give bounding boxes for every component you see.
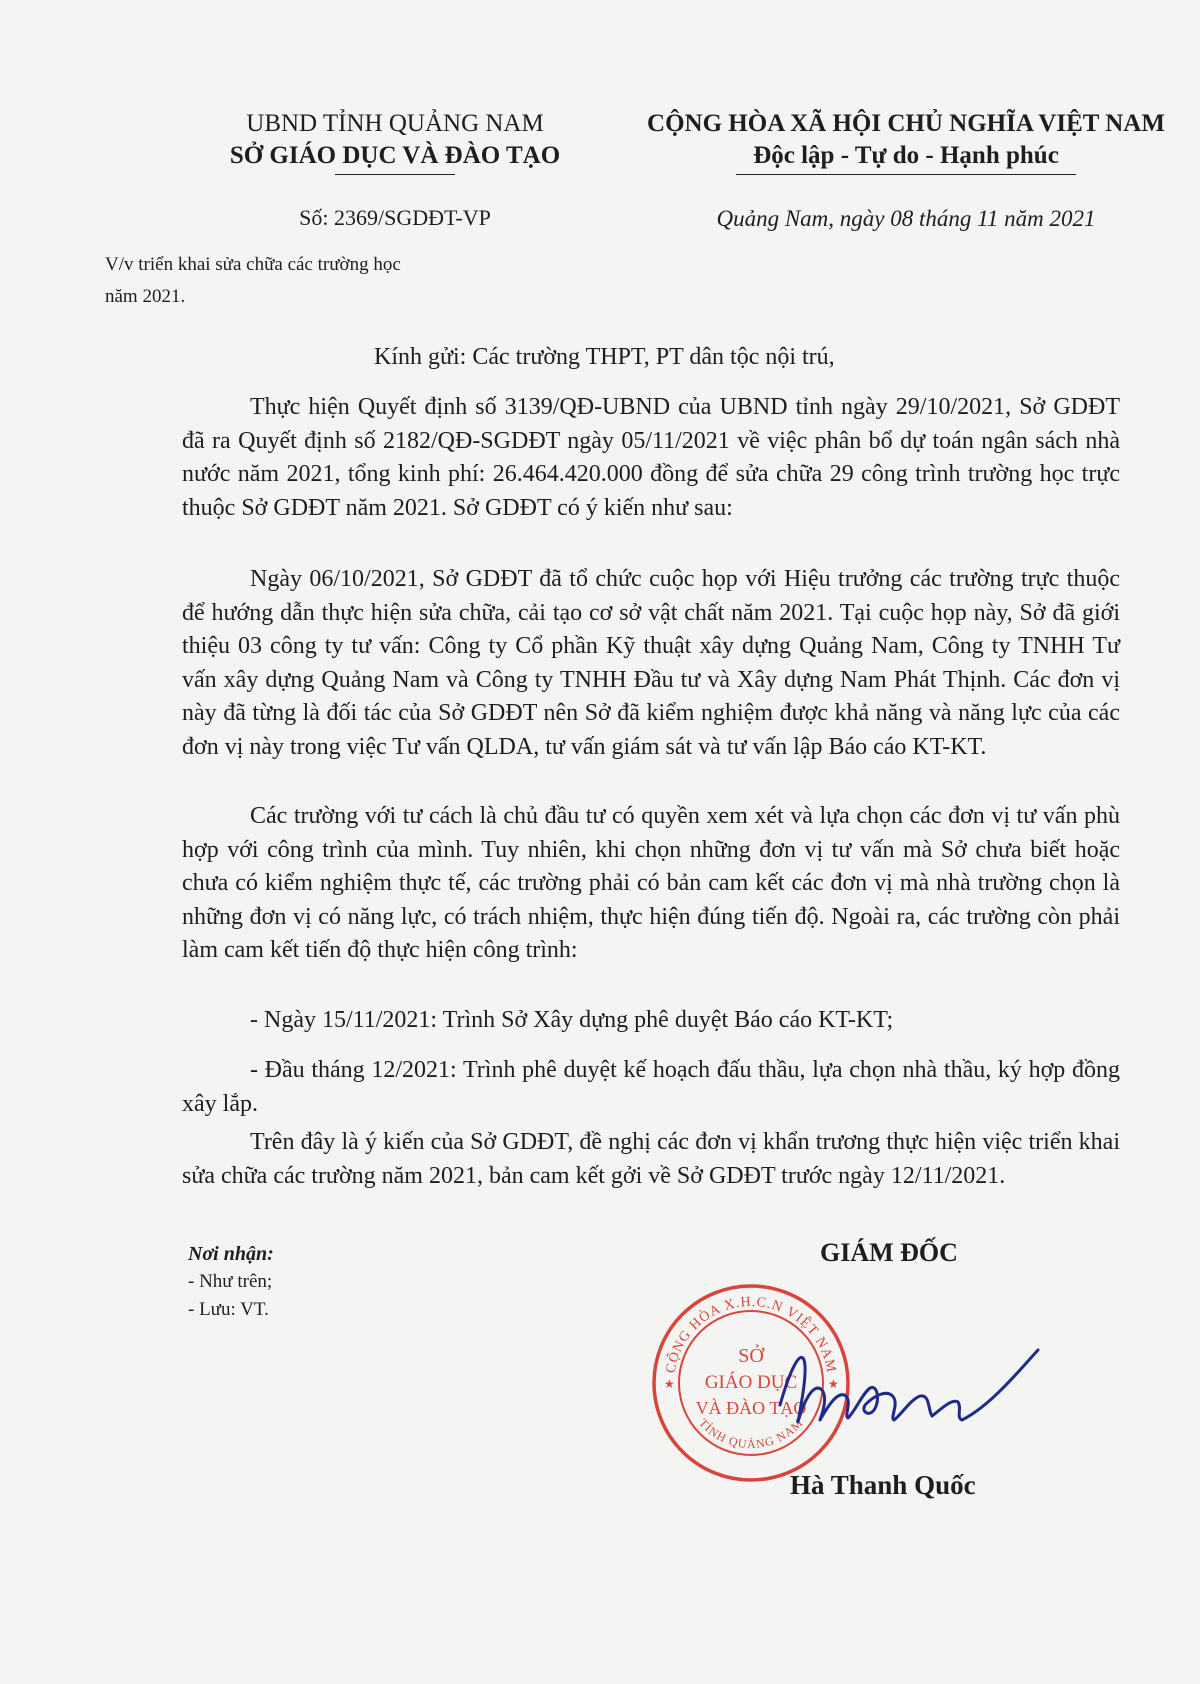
recipient-item: - Lưu: VT. [188,1299,269,1320]
deadline-item-2 [182,1054,1120,1121]
recipient-item: - Như trên; [188,1271,273,1292]
stamp-star-left-icon: ★ [664,1377,675,1391]
body-paragraph-2 [182,563,1120,764]
paragraph-text: Thực hiện Quyết định số 3139/QĐ-UBND của UBND tỉnh ngày 29/10/2021, Sở GDĐT đã ra Quyết định số 2182/QĐ-SGDĐT ngày 05/11/2021 về việc phân bổ dự toán ngân sách nhà nước năm 2021, tổng kinh phí: 26.464.420.000 đồng để sửa chữa 29 công trình trường học trực thuộc Sở GDĐT năm 2021. Sở GDĐT có ý kiến như sau: [182,394,1120,521]
signer-title: GIÁM ĐỐC [820,1238,958,1267]
stamp-line-2: GIÁO DỤC [704,1372,798,1393]
agency-name: SỞ GIÁO DỤC VÀ ĐÀO TẠO [229,142,561,169]
deadline-item-1 [182,1004,1120,1038]
list-item: - Ngày 15/11/2021: Trình Sở Xây dựng phê duyệt Báo cáo KT-KT; [250,1007,894,1033]
paragraph-text: Các trường với tư cách là chủ đầu tư có quyền xem xét và lựa chọn các đơn vị tư vấn phù hợp với công trình của mình. Tuy nhiên, khi chọn những đơn vị tư vấn mà Sở chưa biết hoặc chưa có kiểm nghiệm thực tế, các trường phải có bản cam kết các đơn vị mà nhà trường chọn là những đơn vị có năng lực, có trách nhiệm, thực hiện đúng tiến độ. Ngoài ra, các trường còn phải làm cam kết tiến độ thực hiện công trình: [182,803,1120,963]
paragraph-text: Trên đây là ý kiến của Sở GDĐT, đề nghị các đơn vị khẩn trương thực hiện việc triển khai sửa chữa các trường năm 2021, bản cam kết gởi về Sở GDĐT trước ngày 12/11/2021. [182,1129,1120,1189]
stamp-bottom-text: TỈNH QUẢNG NAM [696,1415,806,1452]
handwritten-signature-icon [770,1310,1050,1460]
subject-line-1: V/v triển khai sửa chữa các trường học [105,254,401,275]
body-paragraph-1 [182,391,1120,525]
salutation: Kính gửi: Các trường THPT, PT dân tộc nội trú, [374,344,835,370]
issuing-agency-block [170,108,620,175]
body-paragraph-3 [182,800,1120,968]
place-and-date: Quảng Nam, ngày 08 tháng 11 năm 2021 [716,206,1096,231]
national-heading-block [630,108,1182,175]
recipients-block [188,1240,274,1324]
stamp-outer-text: CỘNG HÒA X.H.C.N VIỆT NAM [663,1294,839,1375]
stamp-line-3: VÀ ĐÀO TẠO [695,1398,807,1418]
motto-underline [736,174,1076,175]
parent-agency-name: UBND TỈNH QUẢNG NAM [246,110,544,137]
document-number: Số: 2369/SGDĐT-VP [299,205,491,230]
stamp-star-right-icon: ★ [828,1377,839,1391]
agency-underline [335,174,455,175]
stamp-line-1: SỞ [738,1345,764,1367]
country-name: CỘNG HÒA XÃ HỘI CHỦ NGHĨA VIỆT NAM [647,110,1165,137]
subject-line-2: năm 2021. [105,286,186,307]
national-motto: Độc lập - Tự do - Hạnh phúc [753,142,1059,169]
closing-paragraph [182,1126,1120,1193]
document-subject [105,249,525,313]
recipients-title: Nơi nhận: [188,1243,274,1265]
signer-name: Hà Thanh Quốc [790,1470,976,1500]
list-item: - Đầu tháng 12/2021: Trình phê duyệt kế hoạch đấu thầu, lựa chọn nhà thầu, ký hợp đồng xây lắp. [182,1057,1120,1117]
paragraph-text: Ngày 06/10/2021, Sở GDĐT đã tổ chức cuộc họp với Hiệu trưởng các trường trực thuộc để hướng dẫn thực hiện sửa chữa, cải tạo cơ sở vật chất năm 2021. Tại cuộc họp này, Sở đã giới thiệu 03 công ty tư vấn: Công ty Cổ phần Kỹ thuật xây dựng Quảng Nam, Công ty TNHH Tư vấn xây dựng Quảng Nam và Công ty TNHH Đầu tư và Xây dựng Nam Phát Thịnh. Các đơn vị này đã từng là đối tác của Sở GDĐT nên Sở đã kiểm nghiệm được khả năng và năng lực của các đơn vị này trong việc Tư vấn QLDA, tư vấn giám sát và tư vấn lập Báo cáo KT-KT. [182,566,1120,760]
